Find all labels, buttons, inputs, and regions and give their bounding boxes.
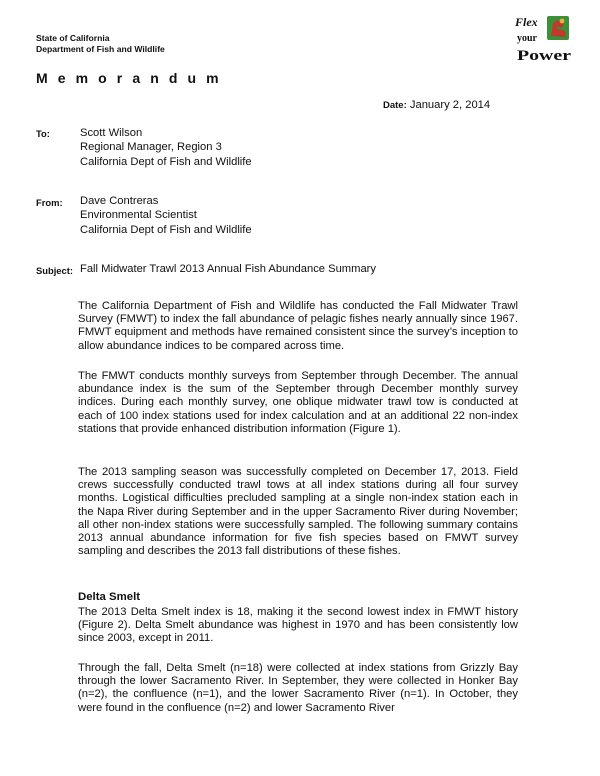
body-paragraph: The California Department of Fish and Wildlife has conducted the Fall Midwater Trawl Survey (FMWT) to index the fall abundance of pelagic fishes nearly annually since 1967. FMWT equipment and methods have remained consistent since the survey’s inception to allow abundance indices to be compared across time. xyxy=(78,300,518,352)
section-paragraph: Through the fall, Delta Smelt (n=18) were collected at index stations from Grizzly Bay through the lower Sacramento River. In September, they were collected in Honker Bay (n=2), the confluence (n=1), and the lower Sacramento River (n=1). In October, they were found in the confluence (n=2) and lower Sacramento River xyxy=(78,662,518,714)
to-name: Scott Wilson xyxy=(80,127,143,139)
logo-word-flex: Flex xyxy=(515,15,538,29)
to-label: To: xyxy=(36,128,50,139)
date-value: January 2, 2014 xyxy=(409,99,491,111)
to-org: California Dept of Fish and Wildlife xyxy=(80,155,252,168)
to-title: Regional Manager, Region 3 xyxy=(80,141,222,154)
subject-label: Subject: xyxy=(36,265,73,276)
agency-state: State of California xyxy=(36,33,110,43)
from-label: From: xyxy=(36,197,63,208)
section-heading-delta-smelt: Delta Smelt xyxy=(78,591,141,603)
date-label: Date: xyxy=(383,100,407,111)
from-title: Environmental Scientist xyxy=(80,209,197,222)
from-org: California Dept of Fish and Wildlife xyxy=(80,223,252,236)
agency-block xyxy=(36,33,165,55)
from-sender xyxy=(80,194,252,237)
agency-department: Department of Fish and Wildlife xyxy=(36,44,165,54)
memo-title: M e m o r a n d u m xyxy=(36,70,222,86)
flex-your-power-logo xyxy=(513,14,575,66)
from-name: Dave Contreras xyxy=(80,195,159,207)
logo-word-your: your xyxy=(517,33,537,44)
subject-value: Fall Midwater Trawl 2013 Annual Fish Abundance Summary xyxy=(80,263,376,275)
body-paragraph: The FMWT conducts monthly surveys from September through December. The annual abundance index is the sum of the September through December monthly survey indices. During each monthly survey, one oblique midwater trawl tow is conducted at each of 100 index stations used for index calculation and at an additional 22 non-index stations that provide enhanced distribution information (Figure 1). xyxy=(78,370,518,435)
to-recipient xyxy=(80,126,252,169)
flexing-arm-icon xyxy=(547,16,569,40)
body-paragraph: The 2013 sampling season was successfully completed on December 17, 2013. Field crews successfully conducted trawl tows at all index stations during all four survey months. Logistical difficulties precluded sampling at a single non-index station each in the Napa River during September and in the upper Sacramento River during November; all other non-index stations were successfully sampled. The following summary contains 2013 annual abundance information for five fish species based on FMWT survey sampling and describes the 2013 fall distributions of these fishes. xyxy=(78,466,518,558)
logo-word-power: Power xyxy=(517,48,572,64)
logo-graphic xyxy=(513,14,575,66)
section-paragraph: The 2013 Delta Smelt index is 18, making it the second lowest index in FMWT history (Figure 2). Delta Smelt abundance was highest in 1970 and has been consistently low since 2003, except in 2011. xyxy=(78,606,518,645)
memo-date xyxy=(383,99,490,111)
